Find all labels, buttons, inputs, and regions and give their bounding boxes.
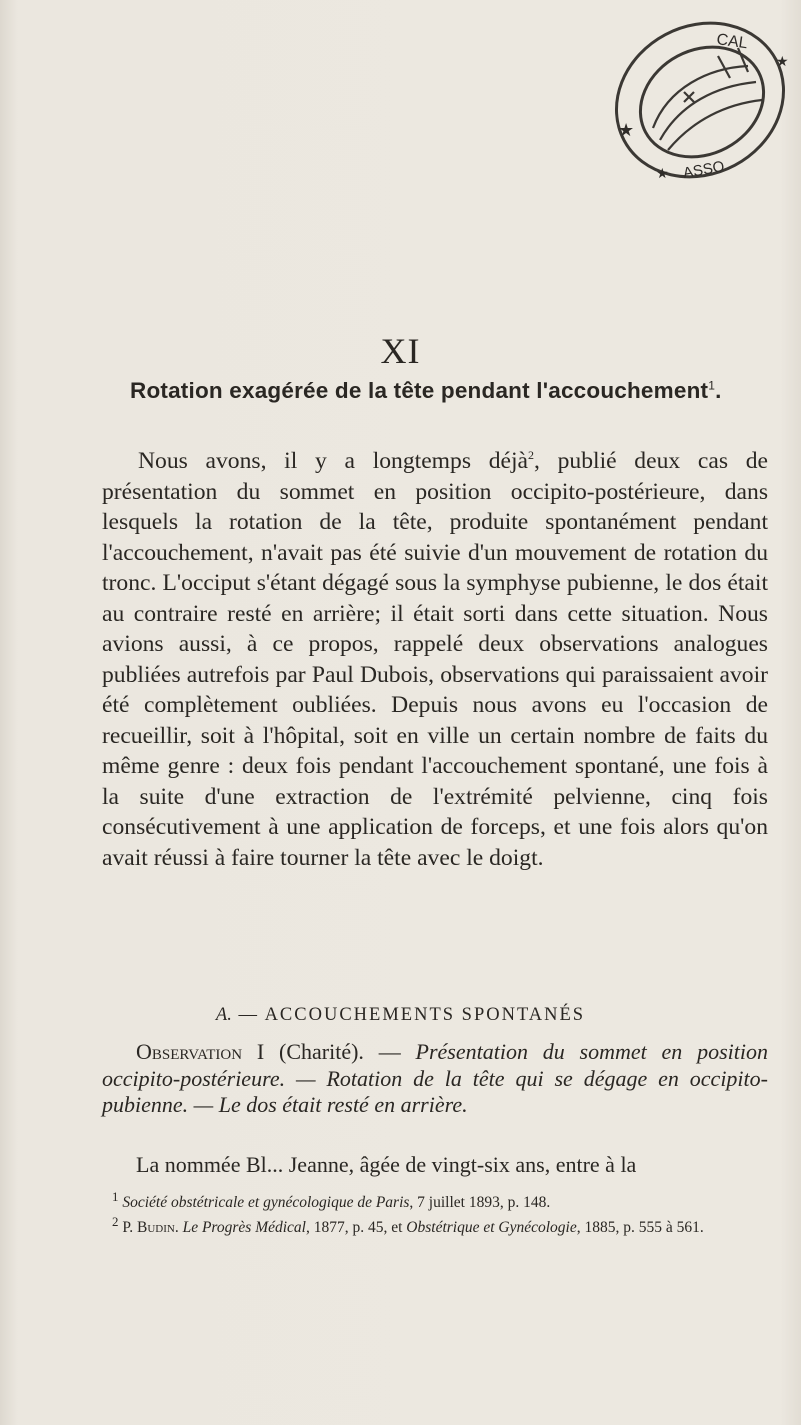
section-letter: A. [215, 1005, 232, 1025]
svg-text:★: ★ [618, 120, 635, 140]
svg-text:ASSO: ASSO [681, 157, 726, 182]
main-paragraph [102, 446, 768, 873]
observation-text [102, 1152, 768, 1178]
section-heading [0, 1005, 801, 1026]
footnote-1-source: Société obstétricale et gynécologique de Paris [122, 1194, 410, 1212]
footnote-2-mid: , 1877, p. 45, et [305, 1219, 407, 1237]
footnote-1-details: , 7 juillet 1893, p. 148. [409, 1194, 551, 1212]
observation-label: Observation I [136, 1039, 265, 1064]
section-heading-text: — ACCOUCHEMENTS SPONTANÉS [238, 1005, 586, 1025]
observation-place: (Charité). — [264, 1039, 416, 1064]
chapter-number: XI [380, 331, 421, 371]
footnote-2-details: , 1885, p. 555 à 561. [576, 1219, 704, 1237]
chapter-title: Rotation exagérée de la tête pendant l'accouchement$^1$. [130, 378, 722, 403]
footnote-2 [102, 1212, 768, 1237]
chapter-title-text: Rotation exagérée de la tête pendant l'accouchement [130, 378, 709, 403]
observation-first-line: La nommée Bl... Jeanne, âgée de vingt-six ans, entre à la [136, 1152, 637, 1177]
library-stamp-icon [598, 8, 798, 194]
svg-text:★: ★ [656, 165, 669, 181]
paragraph-text-start: Nous avons, il y a longtemps déjà [138, 448, 529, 474]
footnote-ref-1: 1 [708, 378, 716, 393]
observation-heading [102, 1039, 768, 1119]
footnote-ref-2: 2 [528, 448, 535, 463]
footnote-2-source2: Obstétrique et Gynécologie [406, 1219, 577, 1237]
svg-text:★: ★ [776, 53, 789, 69]
observation-summary: Présentation du sommet en position occipito-postérieure. — Rotation de la tête qui se dégage en occipito-pubienne. — Le dos était resté en arrière. [102, 1039, 768, 1117]
footnote-2-author: P. Budin. [122, 1219, 179, 1237]
footnote-2-number: 2 [112, 1214, 119, 1230]
svg-text:CAL: CAL [715, 31, 749, 53]
footnotes [102, 1187, 768, 1237]
footnote-1-number: 1 [112, 1189, 119, 1204]
footnote-1 [102, 1187, 768, 1212]
paragraph-text-rest: , publié deux cas de présentation du sommet en position occipito-postérieure, dans lesquels la rotation de la tête, produite spontanément pendant l'accouchement, n'avait pas été suivie d'un mouvement de rotation du tronc. L'occiput s'étant dégagé sous la symphyse pubienne, le dos était au contraire resté en arrière; il était sorti dans cette situation. Nous avions aussi, à ce propos, rappelé deux observations analogues publiées autrefois par Paul Dubois, observations qui paraissaient avoir été complètement oubliées. Depuis nous avons eu l'occasion de recueillir, soit à l'hôpital, soit en ville un certain nombre de faits du même genre : deux fois pendant l'accouchement spontané, une fois à la suite d'une extraction de l'extrémité pelvienne, cinq fois consécutivement à une application de forceps, et une fois alors qu'on avait réussi à faire tourner la tête avec le doigt. [102, 448, 768, 871]
footnote-2-source: Le Progrès Médical [182, 1219, 306, 1237]
